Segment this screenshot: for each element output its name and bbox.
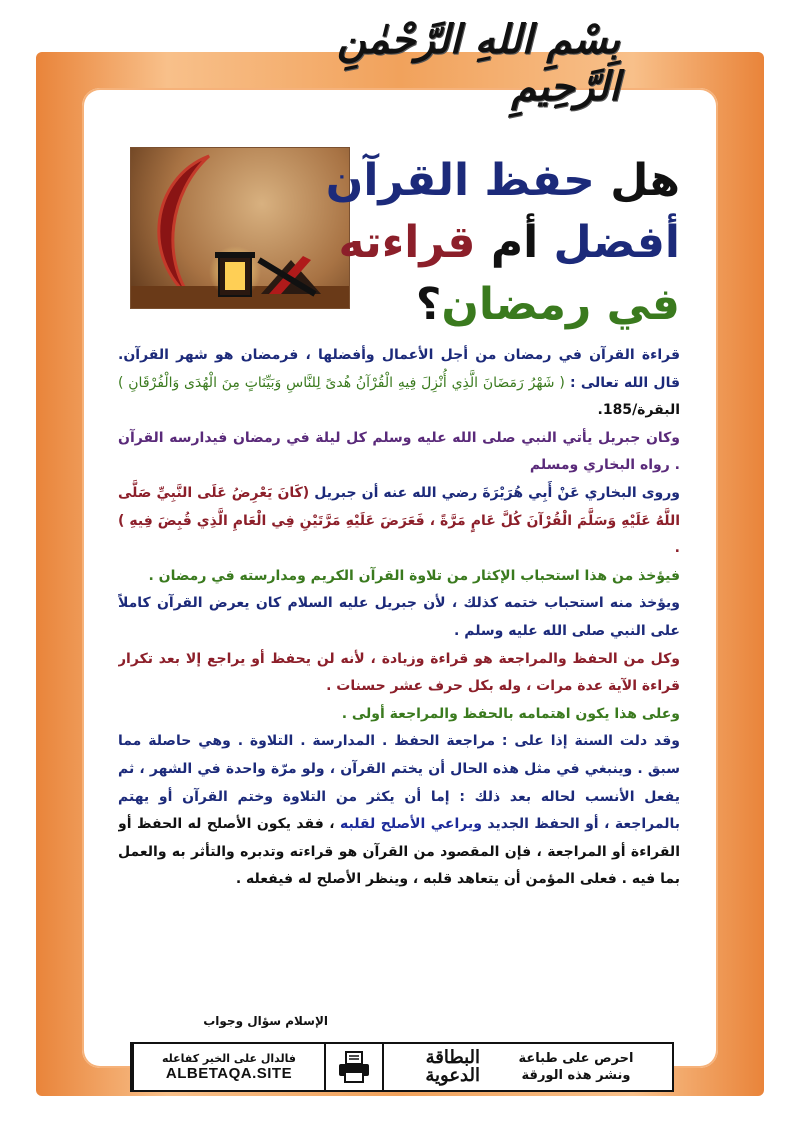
text-segment: ويراعي الأصلح لقلبه bbox=[340, 816, 482, 833]
paragraph bbox=[118, 342, 680, 425]
title-line-1 bbox=[325, 150, 680, 212]
footer-print-line-1: احرص على طباعة bbox=[518, 1051, 634, 1066]
footer-site-link[interactable]: ALBETAQA.SITE bbox=[165, 1065, 293, 1082]
paragraph bbox=[118, 563, 680, 591]
text-segment: وقد دلت السنة إذا على : مراجعة الحفظ . المدارسة . التلاوة . وهي حاصلة مما سبق . وينبغي في مثل هذه الحال أن يختم القرآن ، ولو مرّة واحدة في الشهر ، ثم يفعل الأنسب لحاله بعد ذلك : إما أن يكثر من التلاوة وختم القرآن أو يهتم بالمراجعة ، أو الحفظ الجديد bbox=[118, 733, 680, 833]
crescent-lantern-quran-icon bbox=[130, 147, 350, 309]
title-line-3 bbox=[370, 274, 680, 336]
source-credit: الإسلام سؤال وجواب bbox=[203, 1014, 328, 1028]
paragraph bbox=[118, 646, 680, 701]
text-segment: قراءة القرآن في رمضان من أجل الأعمال وأفضلها ، فرمضان هو شهر القرآن. قال الله تعالى : bbox=[118, 347, 680, 391]
text-segment: وروى البخاري عَنْ أَبِي هُرَيْرَةَ رضي الله عنه أن جبريل bbox=[309, 484, 680, 501]
text-segment: البقرة/185. bbox=[597, 402, 680, 419]
paragraph bbox=[118, 728, 680, 894]
paragraph bbox=[118, 425, 680, 480]
footer-print-line-2: ونشر هذه الورقة bbox=[521, 1068, 631, 1083]
text-segment: ، فقد يكون الأصلح له الحفظ أو القراءة أو المراجعة ، فإن المقصود من القرآن هو قراءته وتدبره والتأثر به والعمل بما فيه . فعلى المؤمن أن يتعاهد قلبه ، وينظر الأصلح له فيفعله . bbox=[118, 816, 680, 888]
footer-bar bbox=[130, 1042, 674, 1092]
text-segment: (كَانَ يَعْرِضُ عَلَى النَّبِيِّ صَلَّى اللَّهُ عَلَيْهِ وَسَلَّمَ الْقُرْآنَ كُلَّ عَامٍ مَرَّةً ، فَعَرَضَ عَلَيْهِ مَرَّتَيْنِ فِي الْعَامِ الَّذِي قُبِضَ فِيهِ ) . bbox=[118, 484, 680, 557]
article-body bbox=[118, 342, 680, 1032]
text-segment: ويؤخذ منه استحباب ختمه كذلك ، لأن جبريل عليه السلام كان يعرض القرآن كاملاً على النبي صلى الله عليه وسلم . bbox=[118, 595, 680, 639]
paragraph bbox=[118, 480, 680, 563]
footer-print-note bbox=[480, 1044, 672, 1090]
title-segment: ؟ bbox=[415, 279, 442, 330]
title-line-2 bbox=[338, 212, 680, 274]
title-segment: أفضل bbox=[538, 217, 680, 268]
text-segment: وكل من الحفظ والمراجعة هو قراءة وزيادة ، لأنه لن يحفظ أو يراجع إلا بعد تكرار قراءة الآية عدة مرات ، وله بكل حرف عشر حسنات . bbox=[118, 650, 680, 695]
quran-verse: ( شَهْرُ رَمَضَانَ الَّذِي أُنْزِلَ فِيهِ الْقُرْآنُ هُدىً لِلنَّاسِ وَبَيِّنَاتٍ مِنَ الْهُدَى وَالْفُرْقَانِ ) bbox=[118, 374, 565, 391]
title-segment: حفظ القرآن bbox=[325, 155, 595, 206]
title-segment: أم bbox=[475, 217, 539, 268]
text-segment: وكان جبريل يأتي النبي صلى الله عليه وسلم كل ليلة في رمضان فيدارسه القرآن . رواه البخاري ومسلم bbox=[118, 429, 680, 474]
footer-logo bbox=[382, 1044, 480, 1090]
paragraph bbox=[118, 590, 680, 645]
page-title bbox=[325, 150, 680, 336]
basmala-calligraphy: بِسْمِ اللهِ الرَّحْمٰنِ الرَّحِيمِ bbox=[337, 16, 620, 110]
printer-icon bbox=[324, 1044, 382, 1090]
footer-tagline: فالدال على الخير كفاعله bbox=[161, 1052, 297, 1065]
text-segment: فيؤخذ من هذا استحباب الإكثار من تلاوة القرآن الكريم ومدارسته في رمضان . bbox=[148, 567, 680, 584]
footer-logo-text: البطاقة الدعوية bbox=[425, 1047, 480, 1086]
title-segment: قراءته bbox=[338, 217, 476, 268]
title-segment: هل bbox=[594, 155, 680, 206]
paragraph bbox=[118, 701, 680, 729]
footer-site-box bbox=[132, 1044, 324, 1090]
title-segment: في رمضان bbox=[441, 279, 680, 330]
text-segment: وعلى هذا يكون اهتمامه بالحفظ والمراجعة أولى . bbox=[341, 705, 680, 722]
